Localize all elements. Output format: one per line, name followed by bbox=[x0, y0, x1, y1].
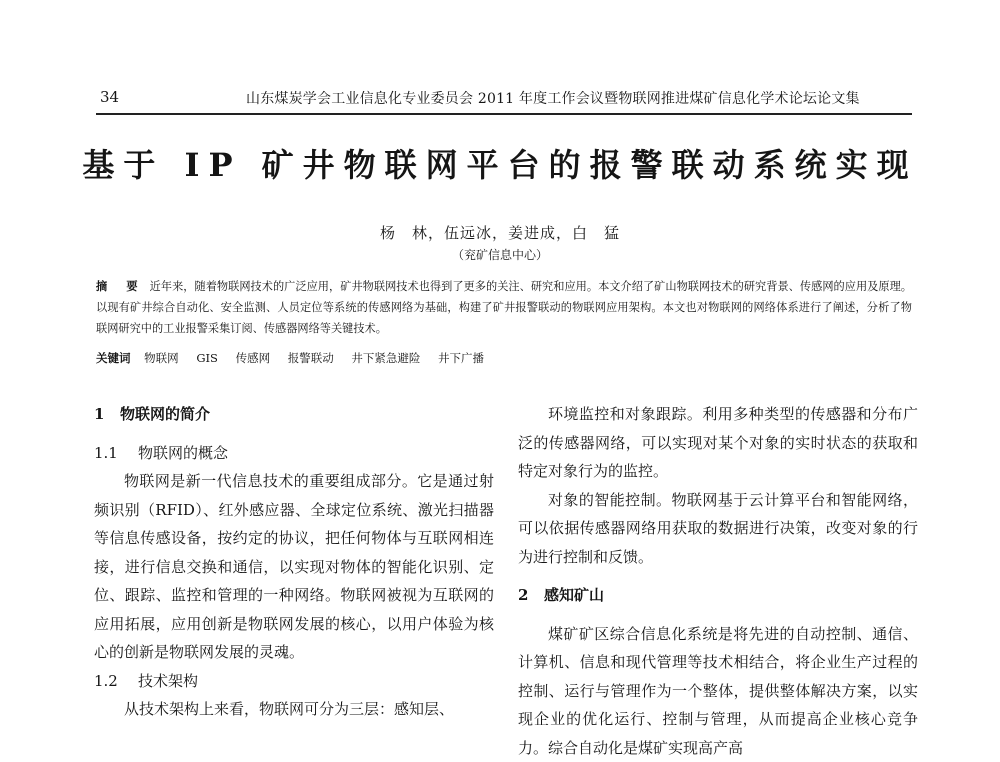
left-column bbox=[94, 400, 494, 724]
subsection-number: 1.2 bbox=[94, 667, 138, 696]
section-title: 物联网的简介 bbox=[120, 405, 210, 423]
subsection-number: 1.1 bbox=[94, 439, 138, 468]
body-paragraph: 从技术架构上来看，物联网可分为三层：感知层、 bbox=[94, 695, 494, 724]
subsection-title: 技术架构 bbox=[138, 672, 198, 690]
subsection-title: 物联网的概念 bbox=[138, 444, 228, 462]
section-number: 2 bbox=[518, 581, 544, 610]
body-paragraph: 煤矿矿区综合信息化系统是将先进的自动控制、通信、计算机、信息和现代管理等技术相结合，将企业生产过程的控制、运行与管理作为一个整体，提供整体解决方案，以实现企业的优化运行、控制与管理，从而提高企业核心竞争力。综合自动化是煤矿实现高产高 bbox=[518, 620, 918, 762]
section-heading bbox=[518, 581, 918, 610]
abstract-text: 近年来，随着物联网技术的广泛应用，矿井物联网技术也得到了更多的关注、研究和应用。本文介绍了矿山物联网技术的研究背景、传感网的应用及原理。以现有矿井综合自动化、安全监测、人员定位等系统的传感网络为基础，构建了矿井报警联动的物联网应用架构。本文也对物联网的网络体系进行了阐述，分析了物联网研究中的工业报警采集订阅、传感器网络等关键技术。 bbox=[96, 280, 912, 335]
keyword: 传感网 bbox=[236, 351, 271, 365]
body-paragraph: 对象的智能控制。物联网基于云计算平台和智能网络，可以依据传感器网络用获取的数据进行决策，改变对象的行为进行控制和反馈。 bbox=[518, 486, 918, 572]
keyword: 物联网 bbox=[144, 351, 179, 365]
body-paragraph: 物联网是新一代信息技术的重要组成部分。它是通过射频识别（RFID）、红外感应器、全球定位系统、激光扫描器等信息传感设备，按约定的协议，把任何物体与互联网相连接，进行信息交换和通信，以实现对物体的智能化识别、定位、跟踪、监控和管理的一种网络。物联网被视为互联网的应用拓展，应用创新是物联网发展的核心，以用户体验为核心的创新是物联网发展的灵魂。 bbox=[94, 467, 494, 667]
body-paragraph: 环境监控和对象跟踪。利用多种类型的传感器和分布广泛的传感器网络，可以实现对某个对象的实时状态的获取和特定对象行为的监控。 bbox=[518, 400, 918, 486]
right-column bbox=[518, 400, 918, 762]
section-number: 1 bbox=[94, 400, 120, 429]
keywords-label: 关键词 bbox=[96, 351, 131, 365]
authors: 杨 林，伍远冰，姜进成，白 猛 bbox=[0, 222, 1000, 243]
page-number: 34 bbox=[100, 88, 119, 106]
keyword: GIS bbox=[196, 351, 218, 365]
subsection-heading bbox=[94, 439, 494, 468]
header-rule bbox=[96, 113, 912, 115]
section-title: 感知矿山 bbox=[544, 586, 604, 604]
abstract-label: 摘 要 bbox=[96, 279, 142, 293]
keyword: 报警联动 bbox=[288, 351, 334, 365]
keyword: 井下广播 bbox=[438, 351, 484, 365]
paper-title: 基于 IP 矿井物联网平台的报警联动系统实现 bbox=[0, 140, 1000, 186]
keywords bbox=[96, 350, 498, 366]
abstract bbox=[96, 276, 912, 339]
running-header: 山东煤炭学会工业信息化专业委员会 2011 年度工作会议暨物联网推进煤矿信息化学术论坛论文集 bbox=[246, 88, 860, 108]
section-heading bbox=[94, 400, 494, 429]
keyword: 井下紧急避险 bbox=[351, 351, 420, 365]
subsection-heading bbox=[94, 667, 494, 696]
affiliation: （兖矿信息中心） bbox=[0, 246, 1000, 263]
